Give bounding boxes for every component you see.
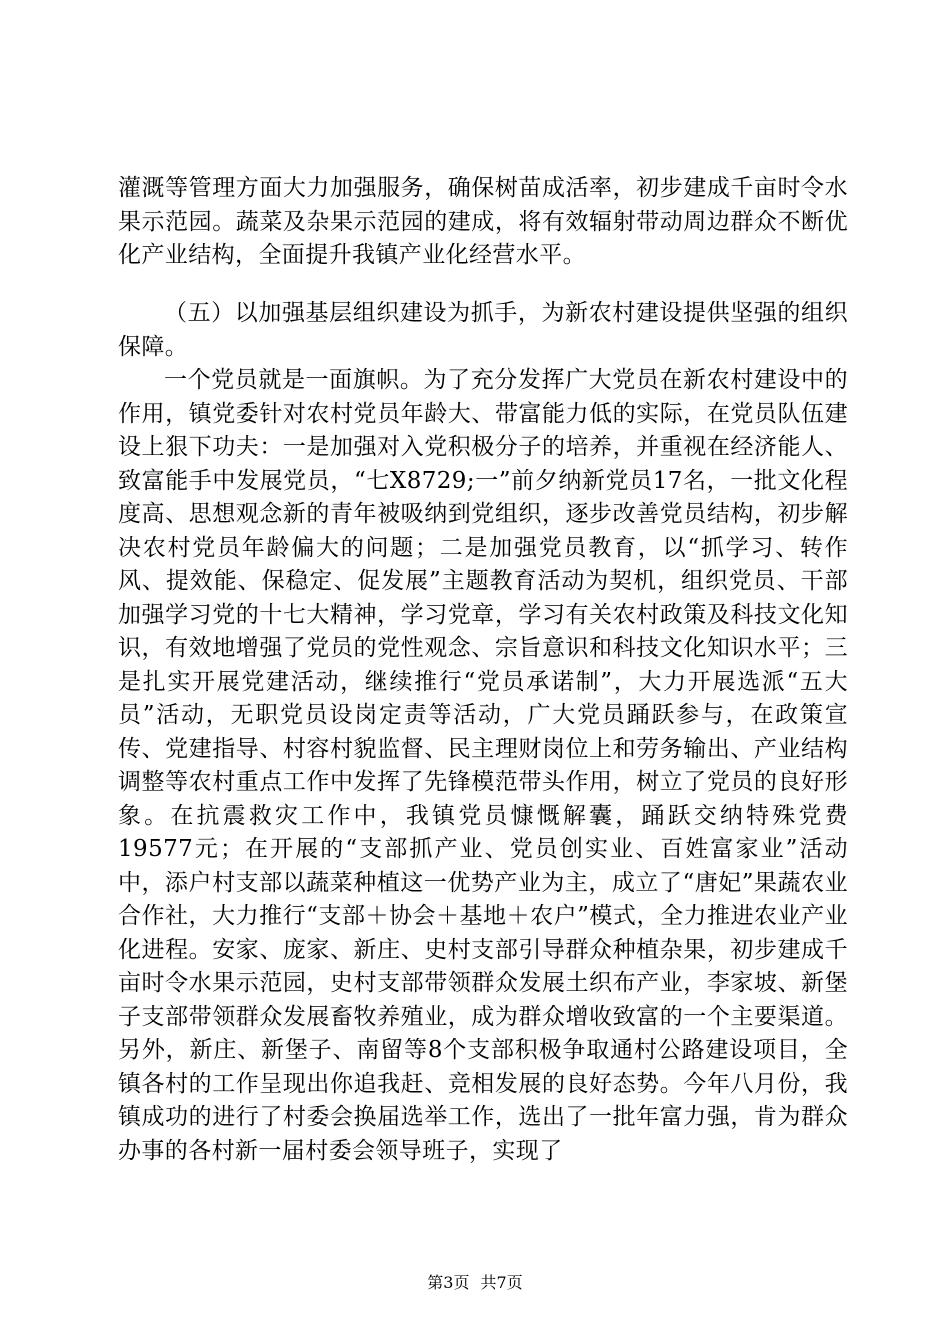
page-number: 第3页 — [427, 1273, 470, 1292]
page-footer — [0, 1273, 950, 1293]
total-pages: 共7页 — [480, 1273, 523, 1292]
paragraph-body: 一个党员就是一面旗帜。为了充分发挥广大党员在新农村建设中的作用，镇党委针对农村党员年龄大、带富能力低的实际，在党员队伍建设上狠下功夫：一是加强对入党积极分子的培养，并重视在经济能人、致富能手中发展党员，“七X8729;一”前夕纳新党员17名，一批文化程度高、思想观念新的青年被吸纳到党组织，逐步改善党员结构，初步解决农村党员年龄偏大的问题；二是加强党员教育，以“抓学习、转作风、提效能、保稳定、促发展”主题教育活动为契机，组织党员、干部加强学习党的十七大精神，学习党章，学习有关农村政策及科技文化知识，有效地增强了党员的党性观念、宗旨意识和科技文化知识水平；三是扎实开展党建活动，继续推行“党员承诺制”，大力开展选派“五大员”活动，无职党员设岗定责等活动，广大党员踊跃参与，在政策宣传、党建指导、村容村貌监督、民主理财岗位上和劳务输出、产业结构调整等农村重点工作中发挥了先锋模范带头作用，树立了党员的良好形象。在抗震救灾工作中，我镇党员慷慨解囊，踊跃交纳特殊党费19577元；在开展的“支部抓产业、党员创实业、百姓富家业”活动中，添户村支部以蔬菜种植这一优势产业为主，成立了“唐妃”果蔬农业合作社，大力推行“支部＋协会＋基地＋农户”模式，全力推进农业产业化进程。安家、庞家、新庄、史村支部引导群众种植杂果，初步建成千亩时令水果示范园，史村支部带领群众发展土织布产业，李家坡、新堡子支部带领群众发展畜牧养殖业，成为群众增收致富的一个主要渠道。另外，新庄、新堡子、南留等8个支部积极争取通村公路建设项目，全镇各村的工作呈现出你追我赶、竞相发展的良好态势。今年八月份，我镇成功的进行了村委会换届选举工作，选出了一批年富力强，肯为群众办事的各村新一届村委会领导班子，实现了 — [118, 367, 848, 1164]
section-heading: （五）以加强基层组织建设为抓手，为新农村建设提供坚强的组织保障。 — [118, 300, 848, 360]
paragraph-continuation: 灌溉等管理方面大力加强服务，确保树苗成活率，初步建成千亩时令水果示范园。蔬菜及杂果示范园的建成，将有效辐射带动周边群众不断优化产业结构，全面提升我镇产业化经营水平。 — [118, 175, 848, 268]
